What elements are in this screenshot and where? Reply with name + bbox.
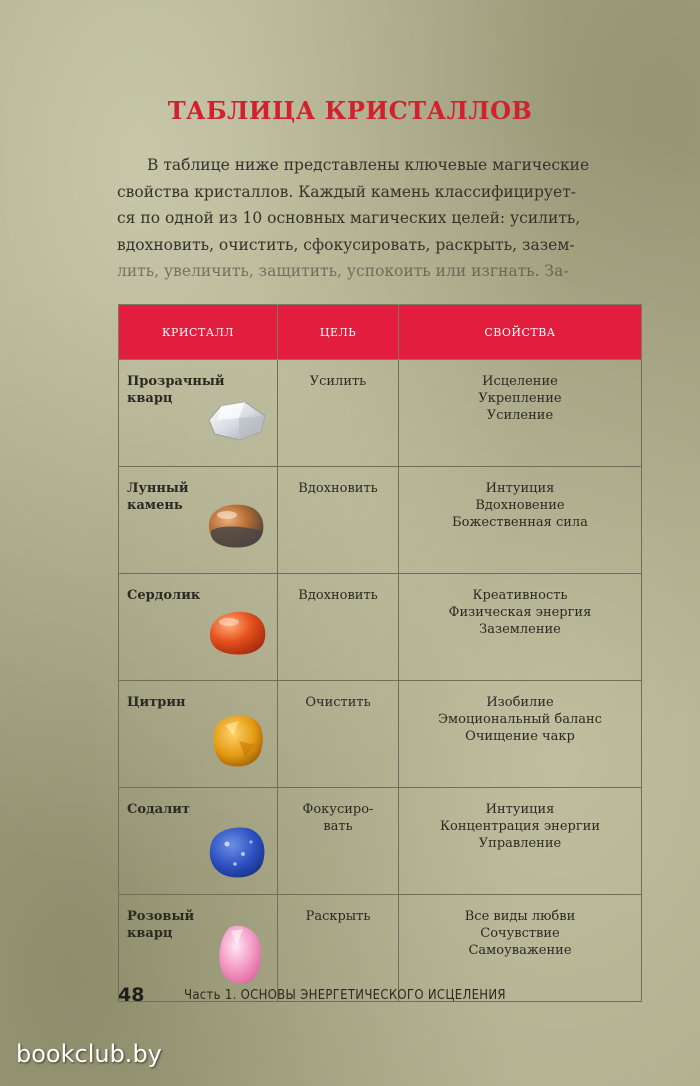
goal-cell: Усилить bbox=[278, 360, 399, 467]
goal-cell: Раскрыть bbox=[278, 895, 399, 1002]
property-item: Физическая энергия bbox=[448, 605, 592, 620]
header-goal: ЦЕЛЬ bbox=[278, 305, 399, 360]
property-item: Все виды любви bbox=[464, 909, 576, 924]
crystal-cell bbox=[119, 360, 278, 467]
property-item: Вдохновение bbox=[475, 498, 565, 513]
goal-cell: Фокусиро- вать bbox=[278, 788, 399, 895]
table-row bbox=[119, 467, 642, 574]
property-item: Самоуважение bbox=[468, 943, 572, 958]
property-item: Сочувствие bbox=[480, 926, 560, 941]
table-row bbox=[119, 895, 642, 1002]
intro-line: лить, увеличить, защитить, успокоить или изгнать. За- bbox=[117, 262, 569, 280]
clear-quartz-icon bbox=[205, 398, 269, 444]
property-item: Исцеление bbox=[482, 374, 558, 389]
rose-quartz-icon bbox=[217, 923, 265, 987]
property-item: Концентрация энергии bbox=[440, 819, 600, 834]
intro-line: В таблице ниже представлены ключевые магические bbox=[147, 156, 590, 174]
crystal-name: Прозрачный кварц bbox=[127, 374, 225, 406]
watermark: bookclub.by bbox=[16, 1040, 162, 1068]
property-item: Креативность bbox=[472, 588, 568, 603]
property-item: Божественная сила bbox=[452, 515, 588, 530]
property-item: Интуиция bbox=[485, 802, 555, 817]
property-item: Управление bbox=[478, 836, 562, 851]
properties-cell bbox=[399, 895, 642, 1002]
intro-line: свойства кристаллов. Каждый камень классифицирует- bbox=[117, 182, 577, 201]
property-item: Заземление bbox=[479, 622, 561, 637]
properties-cell bbox=[399, 360, 642, 467]
header-crystal: КРИСТАЛЛ bbox=[119, 305, 278, 360]
crystal-name: Розовый кварц bbox=[127, 909, 195, 941]
properties-cell bbox=[399, 681, 642, 788]
crystal-name: Цитрин bbox=[127, 695, 186, 710]
properties-cell bbox=[399, 467, 642, 574]
crystal-name: Сердолик bbox=[127, 588, 201, 603]
property-item: Укрепление bbox=[478, 391, 562, 406]
goal-cell: Вдохновить bbox=[278, 574, 399, 681]
goal-cell: Очистить bbox=[278, 681, 399, 788]
properties-cell bbox=[399, 788, 642, 895]
properties-cell bbox=[399, 574, 642, 681]
table-row bbox=[119, 681, 642, 788]
crystal-cell bbox=[119, 574, 278, 681]
property-item: Интуиция bbox=[485, 481, 555, 496]
crystal-table bbox=[118, 304, 642, 1002]
property-item: Очищение чакр bbox=[465, 729, 575, 744]
header-properties: СВОЙСТВА bbox=[399, 305, 642, 360]
running-head: Часть 1. ОСНОВЫ ЭНЕРГЕТИЧЕСКОГО ИСЦЕЛЕНИЯ bbox=[184, 988, 506, 1003]
property-item: Эмоциональный баланс bbox=[438, 712, 602, 727]
intro-line: ся по одной из 10 основных магических целей: усилить, bbox=[117, 209, 581, 227]
property-item: Усиление bbox=[486, 408, 554, 423]
table-row bbox=[119, 360, 642, 467]
crystal-name: Лунный камень bbox=[127, 481, 189, 513]
sodalite-icon bbox=[207, 824, 269, 880]
table-row bbox=[119, 788, 642, 895]
property-item: Изобилие bbox=[486, 695, 554, 710]
citrine-icon bbox=[209, 711, 267, 771]
page-number: 48 bbox=[118, 984, 145, 1006]
crystal-cell bbox=[119, 467, 278, 574]
crystal-name: Содалит bbox=[127, 802, 190, 817]
table-header-row bbox=[119, 305, 642, 360]
table-row bbox=[119, 574, 642, 681]
crystal-cell bbox=[119, 681, 278, 788]
goal-cell: Вдохновить bbox=[278, 467, 399, 574]
intro-line: вдохновить, очистить, сфокусировать, раскрыть, зазем- bbox=[117, 235, 575, 254]
crystal-cell bbox=[119, 788, 278, 895]
carnelian-icon bbox=[207, 608, 269, 658]
page-title: ТАБЛИЦА КРИСТАЛЛОВ bbox=[167, 96, 533, 125]
intro-paragraph bbox=[117, 152, 604, 285]
moonstone-icon bbox=[205, 501, 267, 551]
